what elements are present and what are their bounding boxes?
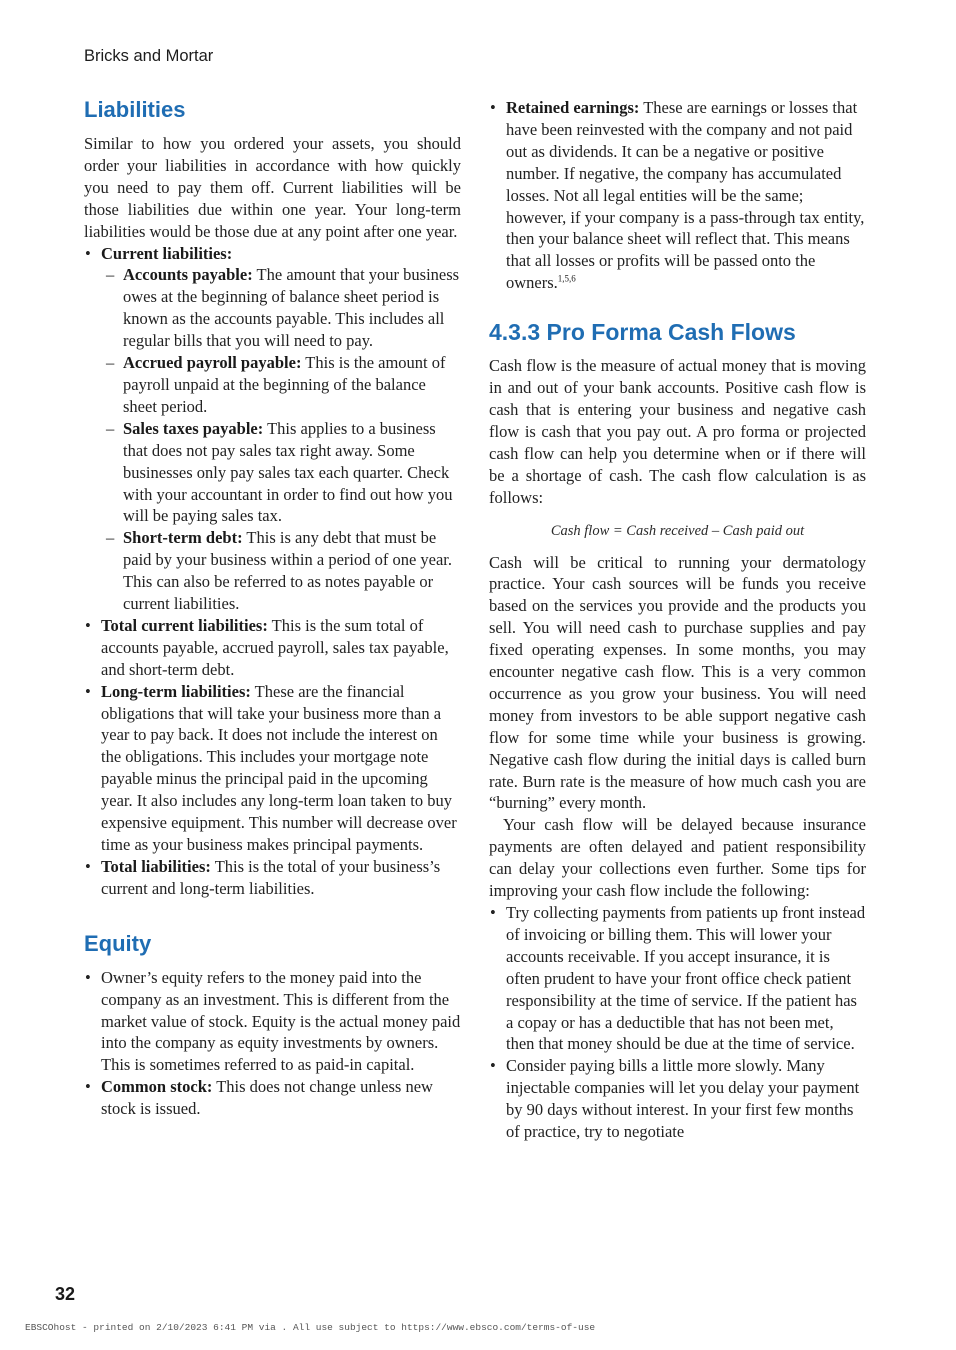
term: Total current liabilities: (101, 615, 268, 635)
list-item-sales-taxes (84, 418, 461, 528)
reference-superscript: 1,5,6 (557, 273, 576, 284)
list-item-common-stock (84, 1076, 461, 1120)
term: Accrued payroll payable: (123, 353, 302, 373)
liabilities-heading: Liabilities (84, 97, 186, 122)
current-liabilities-label: Current liabilities: (101, 243, 233, 263)
term: Retained earnings: (506, 98, 640, 117)
definition: This is any debt that must be paid by your business within a period of one year. This can also be referred to as notes payable or current liabilities. (123, 528, 453, 614)
list-item-accrued-payroll (84, 352, 461, 418)
definition: This is the amount of payroll unpaid at the beginning of the balance sheet period. (123, 353, 446, 416)
footer-notice: EBSCOhost - printed on 2/10/2023 6:41 PM via . All use subject to https://www.ebsco.com/terms-of-use (25, 1322, 596, 1333)
term: Long-term liabilities: (101, 681, 251, 701)
equity-heading: Equity (84, 930, 152, 956)
list-item-long-term-liabilities (84, 681, 461, 856)
liabilities-intro: Similar to how you ordered your assets, you should order your liabilities in accordance with how quickly you need to pay them off. Current liabilities will be those liabilities due within one year. Your long-term liabilities would be those due at any point after one year. (84, 134, 461, 241)
definition: The amount that your business owes at the beginning of balance sheet period is known as the accounts payable. This includes all regular bills that you will need to pay. (123, 265, 460, 351)
term: Total liabilities: (101, 856, 211, 876)
definition: This is the sum total of accounts payable, accrued payroll, sales tax payable, and short-term debt. (101, 615, 449, 679)
term: Common stock: (101, 1077, 213, 1097)
cash-flow-formula: Cash flow = Cash received – Cash paid out (550, 522, 805, 539)
cash-flow-paragraph-3: Your cash flow will be delayed because insurance payments are often delayed and patient responsibility can delay your collections even further. Some tips for improving your cash flow include the following: (489, 815, 866, 901)
current-liabilities-sublist (84, 264, 461, 615)
equity-list (84, 967, 461, 1120)
term: Sales taxes payable: (123, 418, 264, 438)
term: Short-term debt: (123, 528, 243, 548)
left-column (84, 96, 461, 1120)
term: Accounts payable: (123, 265, 253, 285)
list-item-accounts-payable (84, 264, 461, 352)
definition: These are earnings or losses that have been reinvested with the company and not paid out as dividends. It can be a negative or positive number. If negative, the company has accumulated losses. Not all legal entities will be the same; however, if your company is a pass-through tax entity, then your balance sheet will reflect that. This means that all losses or profits will be passed onto the owners. (506, 98, 865, 293)
section-heading: 4.3.3 Pro Forma Cash Flows (489, 319, 796, 346)
cash-flow-paragraph-2: Cash will be critical to running your dermatology practice. Your cash sources will be funds you receive based on the services you provide and the products you sell. You will need cash to purchase supplies and pay fixed operating expenses. In some months, you may encounter negative cash flow. This is a very common occurrence as you grow your business. You will need money from investors to be able support negative cash flow for some time while your business is growing. Negative cash flow during the initial days is called burn rate. Burn rate is the measure of how much cash you are “burning” every month. (489, 552, 866, 813)
definition: This applies to a business that does not pay sales tax right away. Some businesses only pay sales tax each quarter. Check with your accountant in order to find out how you will be paying sales tax. (123, 418, 453, 526)
running-head: Bricks and Mortar (84, 47, 214, 65)
list-item-total-liabilities (84, 856, 461, 900)
list-item-retained-earnings (489, 97, 866, 294)
liabilities-list (84, 243, 461, 265)
list-item-current-liabilities (84, 243, 461, 265)
definition: This is the total of your business’s current and long-term liabilities. (101, 856, 441, 898)
cash-flow-tips-list (489, 902, 866, 1143)
list-item-tip-pay-slowly: • Consider paying bills a little more slowly. Many injectable companies will let you delay your payment by 90 days without interest. In your first few months of practice, try to negotiate (489, 1055, 866, 1143)
liabilities-totals-list (84, 615, 461, 900)
list-item-owners-equity (84, 967, 461, 1077)
right-column (489, 97, 866, 1143)
equity-continued-list (489, 97, 866, 294)
list-item-total-current-liabilities (84, 615, 461, 681)
list-item-short-term-debt (84, 527, 461, 615)
definition: These are the financial obligations that will take your business more than a year to pay back. It does not include the interest on the obligations. This includes your mortgage note payable minus the principal paid in the upcoming year. It also includes any long-term loan taken to buy expensive equipment. This number will decrease over time as your business makes principal payments. (101, 681, 457, 854)
definition: Owner’s equity refers to the money paid into the company as an investment. This is different from the market value of stock. Equity is the actual money paid into the company as equity investments by owners. This is sometimes referred to as paid-in capital. (101, 967, 461, 1075)
page-number: 32 (55, 1284, 76, 1304)
list-item-tip-collect-upfront: • Try collecting payments from patients up front instead of invoicing or billing them. This will lower your accounts receivable. If you accept insurance, it is often prudent to have your front office check patient responsibility at the time of service. If the patient has a copay or has a deductible that has not been met, then that money should be due at the time of service. (489, 902, 866, 1055)
definition: This does not change unless new stock is issued. (101, 1077, 433, 1119)
cash-flow-paragraph-1: Cash flow is the measure of actual money that is moving in and out of your bank accounts. Positive cash flow is cash that is entering your business and negative cash flow is cash that you pay out. A pro forma or projected cash flow can help you determine when or if there will be a shortage of cash. The cash flow calculation is as follows: (489, 356, 866, 507)
